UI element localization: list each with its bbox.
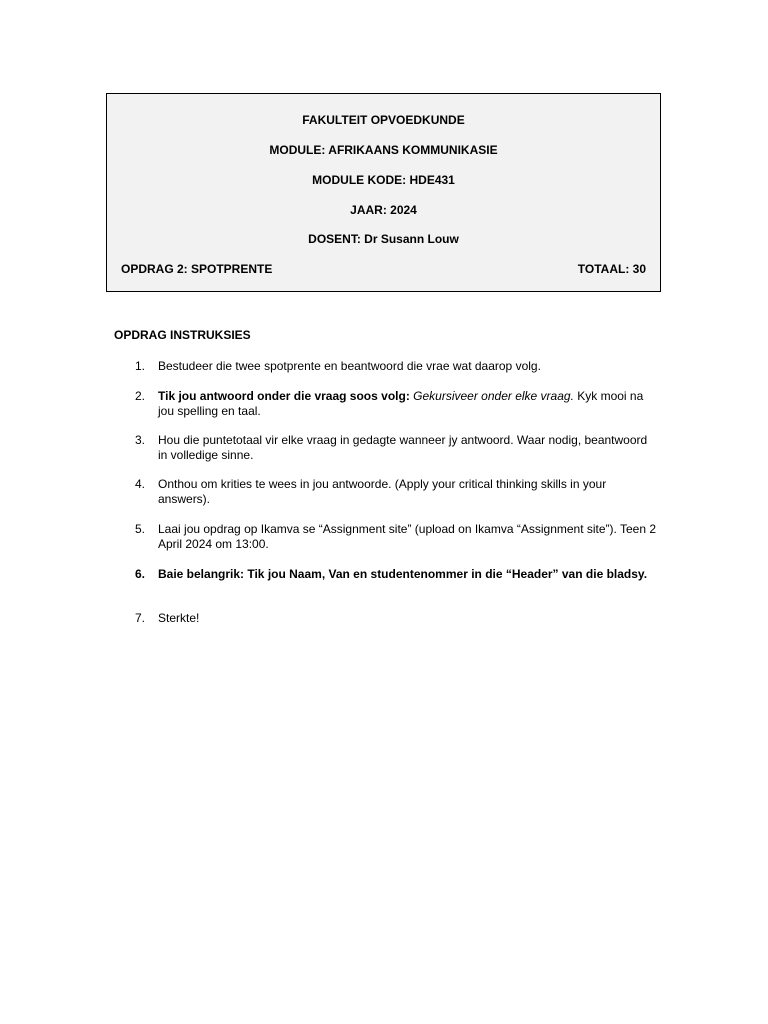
assignment-title: OPDRAG 2: SPOTPRENTE bbox=[121, 262, 273, 276]
header-box bbox=[106, 93, 661, 292]
assignment-total: TOTAAL: 30 bbox=[577, 262, 646, 276]
item-number: 6. bbox=[135, 567, 146, 581]
item-text: Hou die puntetotaal vir elke vraag in gedagte wanneer jy antwoord. Waar nodig, beantwoord in volledige sinne. bbox=[158, 433, 648, 462]
lecturer: DOSENT: Dr Susann Louw bbox=[308, 232, 459, 246]
item-number: 7. bbox=[135, 611, 146, 625]
instructions-title: OPDRAG INSTRUKSIES bbox=[114, 328, 251, 342]
item-bold-text: Tik jou antwoord onder die vraag soos volg: bbox=[158, 389, 410, 403]
item-text: Onthou om krities te wees in jou antwoorde. (Apply your critical thinking skills in your answers). bbox=[158, 477, 607, 506]
faculty-title: FAKULTEIT OPVOEDKUNDE bbox=[302, 113, 465, 127]
item-number: 1. bbox=[135, 359, 146, 373]
item-text: Sterkte! bbox=[158, 611, 200, 625]
module-code: MODULE KODE: HDE431 bbox=[312, 173, 455, 187]
item-text: Baie belangrik: Tik jou Naam, Van en studentenommer in die “Header” van die bladsy. bbox=[158, 567, 648, 581]
item-number: 2. bbox=[135, 389, 146, 403]
item-text: Laai jou opdrag op Ikamva se “Assignment site” (upload on Ikamva “Assignment site”). Teen 2 April 2024 om 13:00. bbox=[158, 522, 657, 551]
item-number: 3. bbox=[135, 433, 146, 447]
module-name: MODULE: AFRIKAANS KOMMUNIKASIE bbox=[269, 143, 498, 157]
item-italic-text: Gekursiveer onder elke vraag. bbox=[413, 389, 574, 403]
item-text: Bestudeer die twee spotprente en beantwoord die vrae wat daarop volg. bbox=[158, 359, 541, 373]
year: JAAR: 2024 bbox=[350, 203, 417, 217]
item-number: 4. bbox=[135, 477, 146, 491]
item-text bbox=[158, 389, 658, 419]
item-number: 5. bbox=[135, 522, 146, 536]
item-plain-text: Kyk mooi na jou spelling en taal. bbox=[158, 389, 644, 418]
